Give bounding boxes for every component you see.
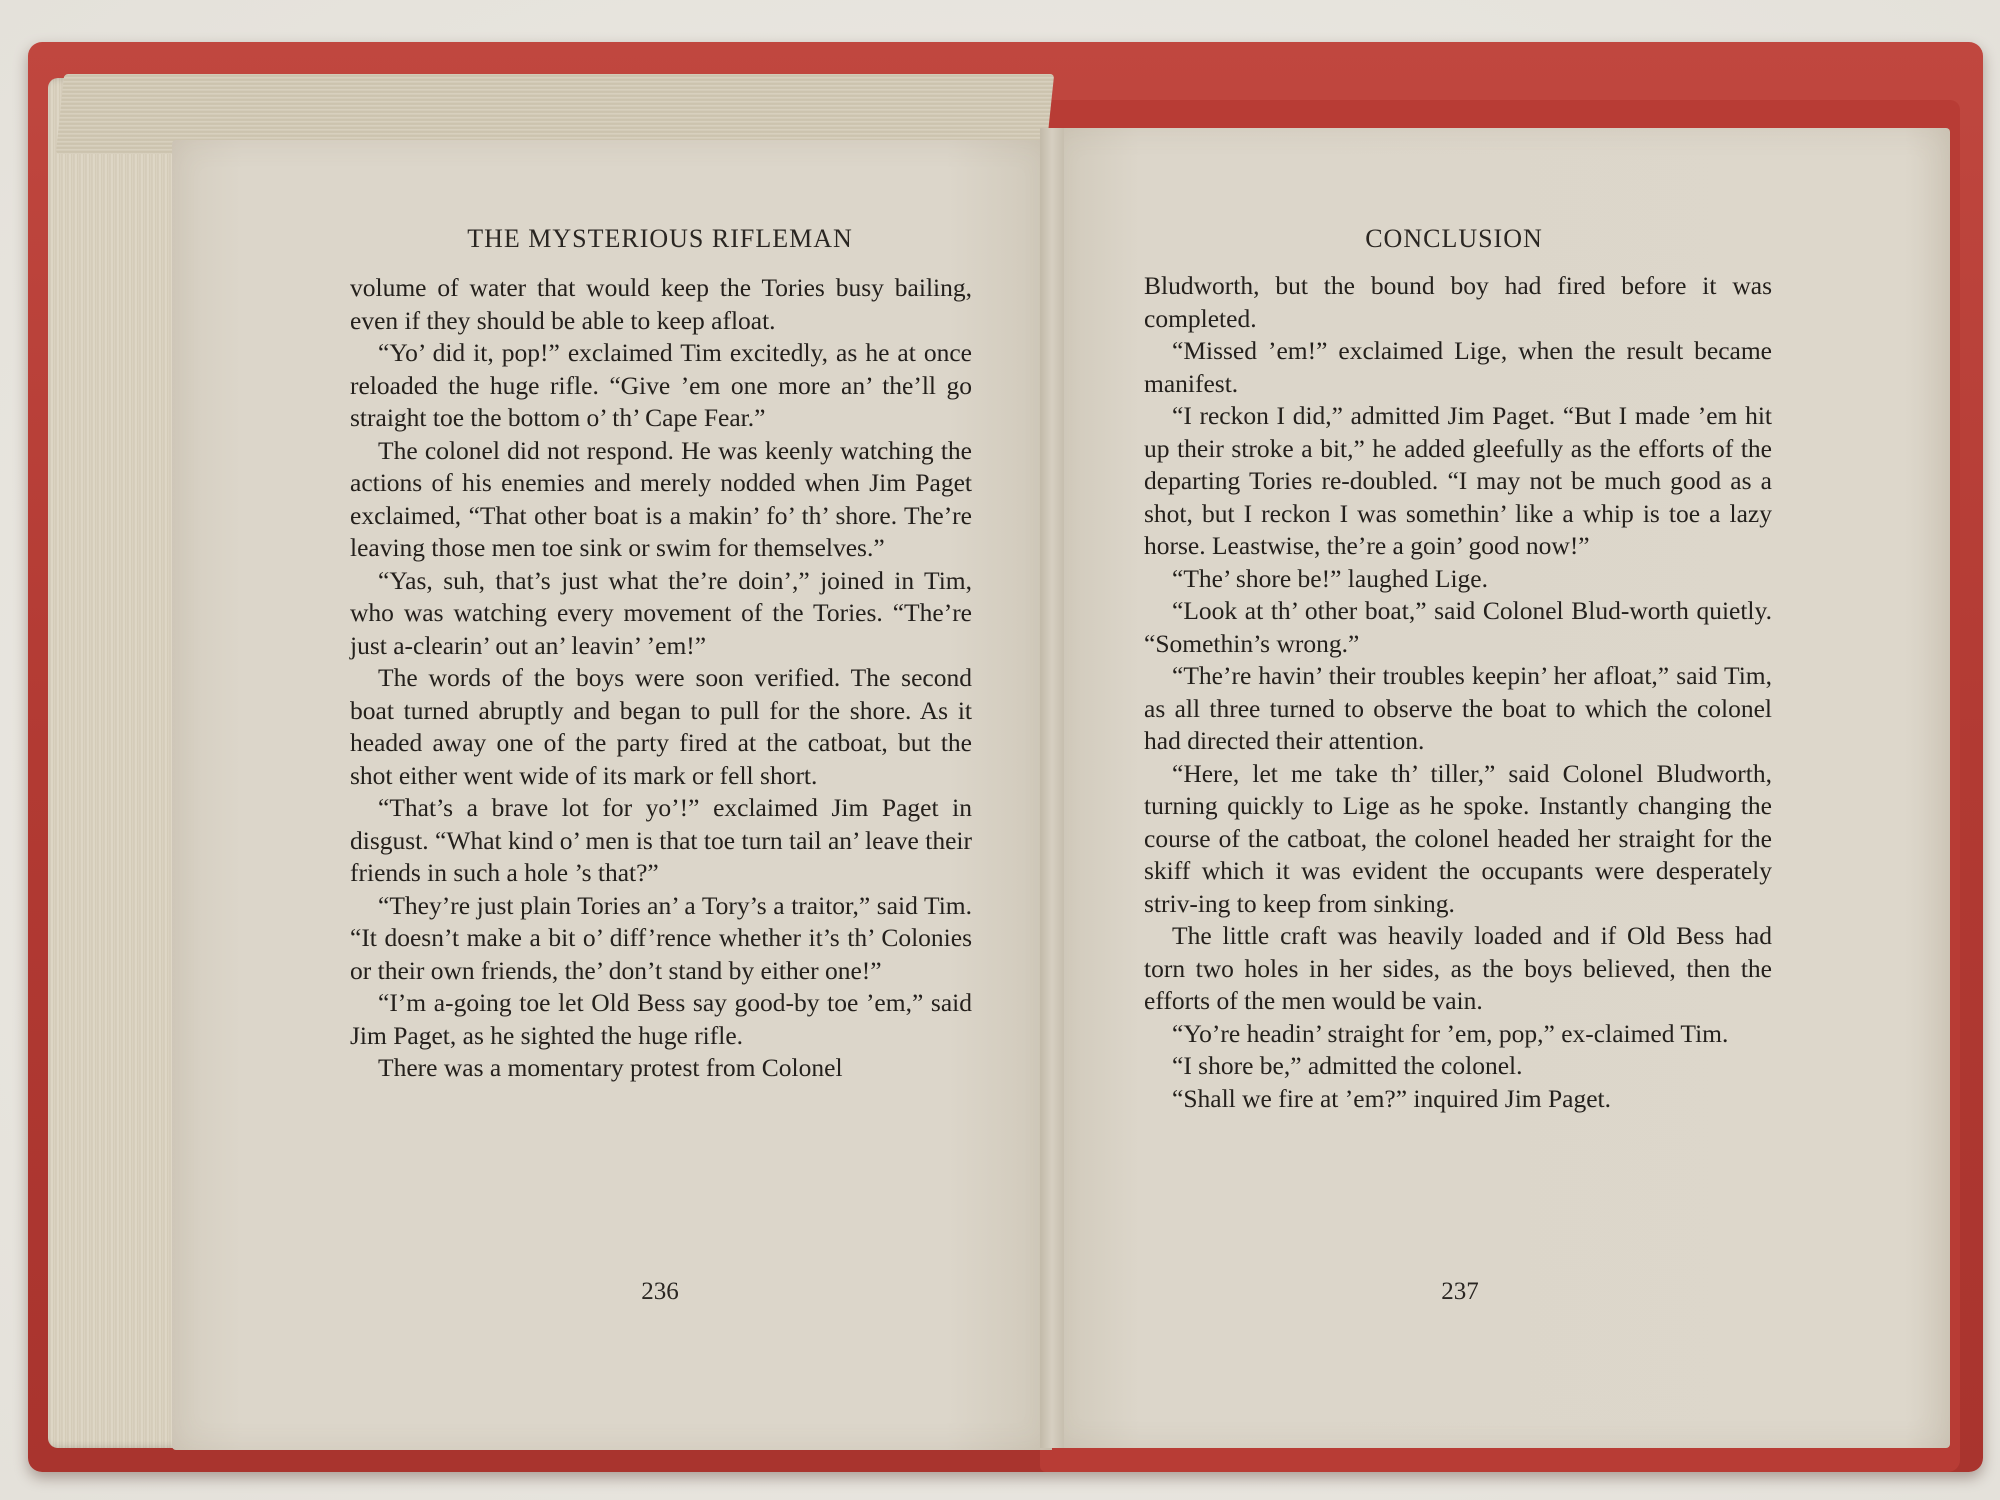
left-running-head: THE MYSTERIOUS RIFLEMAN	[467, 224, 853, 253]
right-paragraph: “Yo’re headin’ straight for ’em, pop,” ex-claimed Tim.	[1172, 1018, 1729, 1048]
right-paragraph: “Here, let me take th’ tiller,” said Colonel Bludworth, turning quickly to Lige as he spoke. Instantly changing the course of the catboat, the colonel headed her straight for the skiff which it was evident the occupants were desperately striv-ing to keep from sinking.	[1144, 758, 1772, 918]
left-paragraph: The colonel did not respond. He was keenly watching the actions of his enemies and merely nodded when Jim Paget exclaimed, “That other boat is a makin’ fo’ th’ shore. The’re leaving those men toe sink or swim for themselves.”	[350, 435, 972, 562]
left-paragraph: “They’re just plain Tories an’ a Tory’s a traitor,” said Tim. “It doesn’t make a bit o’ diff’rence whether it’s th’ Colonies or their own friends, the’ don’t stand by either one!”	[350, 890, 972, 985]
right-paragraph: Bludworth, but the bound boy had fired before it was completed.	[1144, 271, 1772, 333]
book-gutter	[1040, 128, 1064, 1448]
right-paragraph: The little craft was heavily loaded and if Old Bess had torn two holes in her sides, as the boys believed, then the efforts of the men would be vain.	[1144, 921, 1772, 1015]
right-paragraph: “I shore be,” admitted the colonel.	[1172, 1051, 1523, 1080]
right-paragraph: “Missed ’em!” exclaimed Lige, when the result became manifest.	[1144, 336, 1772, 398]
right-page-number: 237	[1441, 1278, 1479, 1305]
right-paragraph: “The’re havin’ their troubles keepin’ her afloat,” said Tim, as all three turned to observe the boat to which the colonel had directed their attention.	[1144, 661, 1772, 755]
right-page-text	[1144, 270, 1772, 1115]
right-paragraph: “Look at th’ other boat,” said Colonel Blud-worth quietly. “Somethin’s wrong.”	[1144, 596, 1772, 658]
right-running-head: CONCLUSION	[1365, 224, 1543, 253]
left-paragraph: There was a momentary protest from Colonel	[378, 1053, 843, 1082]
right-paragraph: “I reckon I did,” admitted Jim Paget. “But I made ’em hit up their stroke a bit,” he added gleefully as the efforts of the departing Tories re-doubled. “I may not be much good as a shot, but I reckon I was somethin’ like a whip is toe a lazy horse. Leastwise, the’re a goin’ good now!”	[1144, 401, 1772, 560]
right-paragraph: “Shall we fire at ’em?” inquired Jim Paget.	[1172, 1083, 1612, 1113]
left-paragraph: “That’s a brave lot for yo’!” exclaimed Jim Paget in disgust. “What kind o’ men is that toe turn tail an’ leave their friends in such a hole ’s that?”	[350, 793, 972, 887]
left-paragraph: “I’m a-going toe let Old Bess say good-by toe ’em,” said Jim Paget, as he sighted the huge rifle.	[350, 988, 972, 1050]
left-paragraph: The words of the boys were soon verified. The second boat turned abruptly and began to pull for the shore. As it headed away one of the party fired at the catboat, but the shot either went wide of its mark or fell short.	[350, 663, 972, 790]
left-paragraph: “Yas, suh, that’s just what the’re doin’,” joined in Tim, who was watching every movement of the Tories. “The’re just a-clearin’ out an’ leavin’ ’em!”	[350, 565, 972, 660]
left-page-text	[350, 272, 972, 1085]
left-paragraph: “Yo’ did it, pop!” exclaimed Tim excitedly, as he at once reloaded the huge rifle. “Give ’em one more an’ the’ll go straight toe the bottom o’ th’ Cape Fear.”	[350, 338, 972, 432]
right-paragraph: “The’ shore be!” laughed Lige.	[1172, 563, 1488, 593]
left-page-number: 236	[641, 1278, 679, 1305]
left-paragraph: volume of water that would keep the Tories busy bailing, even if they should be able to keep afloat.	[350, 273, 972, 335]
